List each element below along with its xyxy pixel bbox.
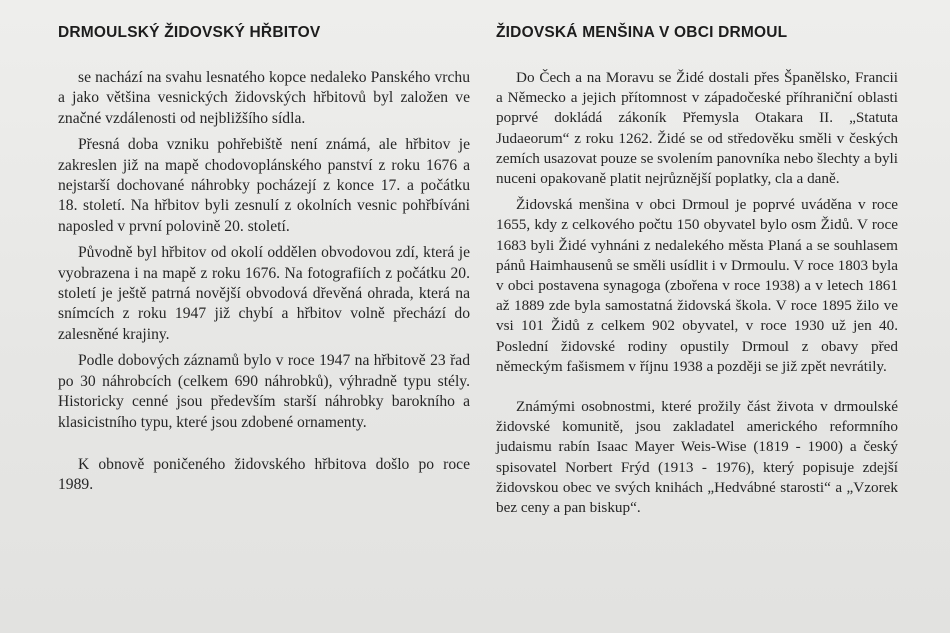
- cemetery-paragraph-origin: Přesná doba vzniku pohřebiště není známá, ale hřbitov je zakreslen již na mapě chodovoplánského panství z roku 1676 a nejstarší dochované náhrobky pocházejí z konce 17. a počátku 18. století. Na hřbitov byli zesnulí z okolních vesnic pohřbíváni naposled v první polovině 20. století.: [58, 136, 470, 235]
- minority-column: [496, 24, 898, 524]
- cemetery-paragraph-gravestones: Podle dobových záznamů bylo v roce 1947 na hřbitově 23 řad po 30 náhrobcích (celkem 690 náhrobků), výhradně typu stély. Historicky cenné jsou především starší náhrobky barokního a klasicistního typu, které jsou zdobené ornamenty.: [58, 352, 470, 431]
- minority-paragraph-history: Do Čech a na Moravu se Židé dostali přes Španělsko, Francii a Německo a jejich přítomnost v západočeské příhraniční oblasti poprvé dokládá zákoník Přemysla Otakara II. „Statuta Judaeorum“ z roku 1262. Židé se od středověku směli v českých zemích usazovat pouze se svolením panovníka nebo šlechty a byli nuceni opakovaně platit nejrůznější poplatky, cla a daně.: [496, 69, 898, 188]
- cemetery-title: DRMOULSKÝ ŽIDOVSKÝ HŘBITOV: [58, 24, 321, 41]
- cemetery-column: [58, 24, 470, 502]
- cemetery-paragraph-restoration: K obnově poničeného židovského hřbitova došlo po roce 1989.: [58, 455, 470, 494]
- minority-paragraph-drmoul: Židovská menšina v obci Drmoul je poprvé uváděna v roce 1655, kdy z celkového počtu 150 obyvatel bylo osm Židů. V roce 1683 byli Židé vyhnáni z nedalekého města Planá a se souhlasem pánů Haimhausenů se směli usídlit i v Drmoulu. V roce 1803 byla v obci postavena synagoga (zbořena v roce 1938) a v letech 1861 až 1889 zde byla samostatná židovská škola. V roce 1895 žilo ve vsi 101 Židů z celkem 902 obyvatel, v roce 1930 už jen 40. Poslední židovské rodiny opustily Drmoul z obavy před německým fašismem v říjnu 1938 a později se již zpět nevrátily.: [496, 196, 898, 375]
- cemetery-paragraph-wall: Původně byl hřbitov od okolí oddělen obvodovou zdí, která je vyobrazena i na mapě z roku 1676. Na fotografiích z počátku 20. století je ještě patrná novější obvodová dřevěná ohrada, která na snímcích z roku 1947 již chybí a hřbitov volně přechází do zalesněné krajiny.: [58, 244, 470, 343]
- cemetery-paragraph-location: se nachází na svahu lesnatého kopce nedaleko Panského vrchu a jako většina vesnických židovských hřbitovů byl založen ve značné vzdálenosti od nejbližšího sídla.: [58, 69, 470, 127]
- minority-title: ŽIDOVSKÁ MENŠINA V OBCI DRMOUL: [496, 24, 788, 41]
- minority-paragraph-personalities: Známými osobnostmi, které prožily část života v drmoulské židovské komunitě, jsou zakladatel amerického reformního judaismu rabín Isaac Mayer Weis-Wise (1819 - 1900) a český spisovatel Norbert Frýd (1913 - 1976), který popisuje zdejší židovskou obec ve svých knihách „Hedvábné starosti“ a „Vzorek bez ceny a pan biskup“.: [496, 398, 898, 517]
